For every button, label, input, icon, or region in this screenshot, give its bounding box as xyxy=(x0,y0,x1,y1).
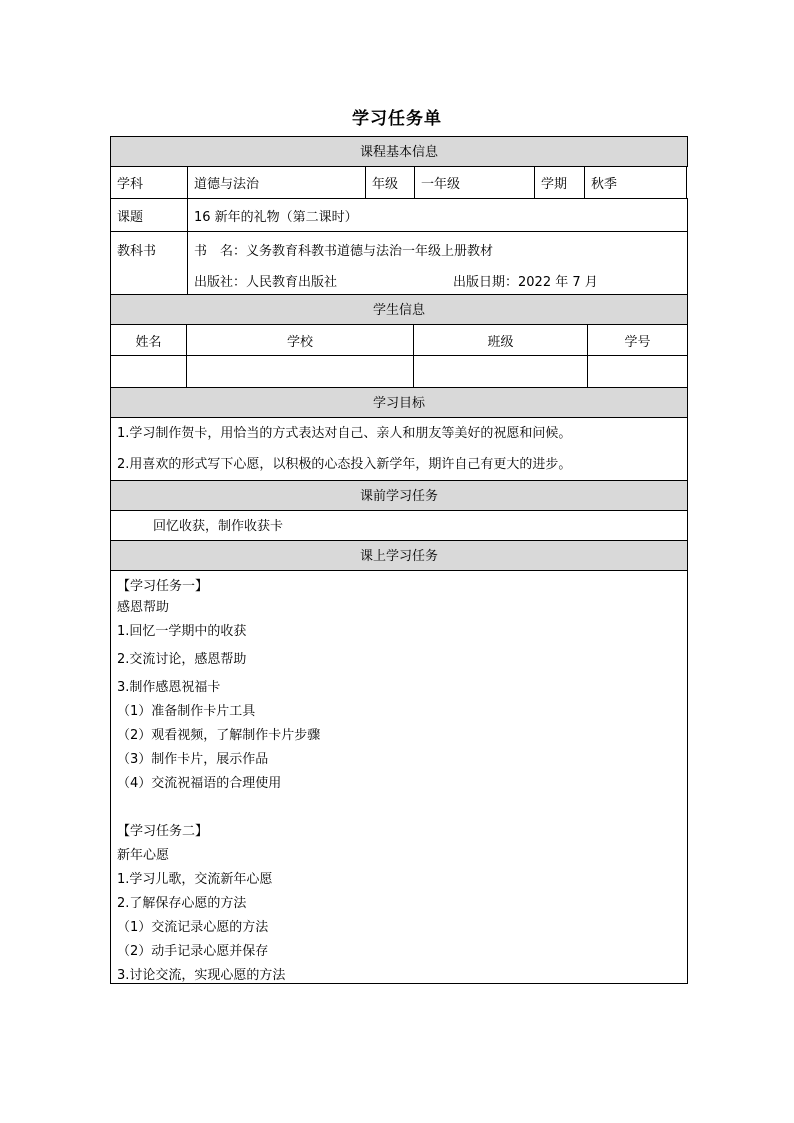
goal-item: 1.学习制作贺卡，用恰当的方式表达对自己、亲人和朋友等美好的祝愿和问候。 xyxy=(117,426,572,441)
task2-step: 1.学习儿歌，交流新年心愿 xyxy=(117,872,273,887)
book-name: 书 名：义务教育科教书道德与法治一年级上册教材 xyxy=(194,244,494,259)
page-title: 学习任务单 xyxy=(352,109,442,129)
student-info-blank-row xyxy=(110,355,688,388)
student-id-cell[interactable] xyxy=(587,355,688,388)
textbook-row xyxy=(110,231,688,295)
task2-heading: 【学习任务二】 xyxy=(117,824,209,839)
task2-step: 2.了解保存心愿的方法 xyxy=(117,896,247,911)
in-class-tasks xyxy=(110,570,688,984)
publisher: 出版社：人民教育出版社 xyxy=(194,275,338,290)
task2-name: 新年心愿 xyxy=(117,848,170,863)
pre-class-header: 课前学习任务 xyxy=(110,480,688,511)
task1-name: 感恩帮助 xyxy=(117,600,170,615)
name-cell[interactable] xyxy=(110,355,187,388)
task1-step: 1.回忆一学期中的收获 xyxy=(117,624,247,639)
task1-substep: （1）准备制作卡片工具 xyxy=(117,704,256,719)
lesson-value: 16 新年的礼物（第二课时） xyxy=(187,198,688,232)
goal-item: 2.用喜欢的形式写下心愿，以积极的心态投入新学年，期许自己有更大的进步。 xyxy=(117,457,572,472)
lesson-row xyxy=(110,198,688,232)
task1-step: 3.制作感恩祝福卡 xyxy=(117,680,221,695)
task1-substep: （2）观看视频，了解制作卡片步骤 xyxy=(117,728,321,743)
subject-label: 学科 xyxy=(110,166,188,199)
subject-value: 道德与法治 xyxy=(187,166,366,199)
task-sheet-table xyxy=(110,137,688,984)
goals-block xyxy=(110,417,688,481)
in-class-header: 课上学习任务 xyxy=(110,540,688,571)
school-cell[interactable] xyxy=(186,355,414,388)
col-student-id: 学号 xyxy=(587,324,688,356)
student-info-header: 学生信息 xyxy=(110,294,688,325)
col-class: 班级 xyxy=(413,324,588,356)
publish-line xyxy=(194,271,681,290)
term-label: 学期 xyxy=(534,166,585,199)
grade-label: 年级 xyxy=(365,166,415,199)
task1-substep: （4）交流祝福语的合理使用 xyxy=(117,776,282,791)
term-value: 秋季 xyxy=(584,166,687,199)
task2-substep: （2）动手记录心愿并保存 xyxy=(117,944,269,959)
col-school: 学校 xyxy=(186,324,414,356)
course-info-row xyxy=(110,166,688,199)
task1-step: 2.交流讨论，感恩帮助 xyxy=(117,652,247,667)
col-name: 姓名 xyxy=(110,324,187,356)
student-info-header-row xyxy=(110,324,688,356)
task1-heading: 【学习任务一】 xyxy=(117,579,209,594)
task1-substep: （3）制作卡片，展示作品 xyxy=(117,752,269,767)
goals-header: 学习目标 xyxy=(110,387,688,418)
lesson-label: 课题 xyxy=(110,198,188,232)
course-info-header: 课程基本信息 xyxy=(110,136,688,167)
publish-date: 出版日期：2022 年 7 月 xyxy=(453,275,598,290)
spacer xyxy=(117,796,681,820)
pre-class-task: 回忆收获，制作收获卡 xyxy=(110,510,688,541)
class-cell[interactable] xyxy=(413,355,588,388)
task2-step: 3.讨论交流，实现心愿的方法 xyxy=(117,968,286,983)
task2-substep: （1）交流记录心愿的方法 xyxy=(117,920,269,935)
grade-value: 一年级 xyxy=(414,166,535,199)
textbook-value xyxy=(187,231,688,295)
textbook-label: 教科书 xyxy=(110,231,188,295)
